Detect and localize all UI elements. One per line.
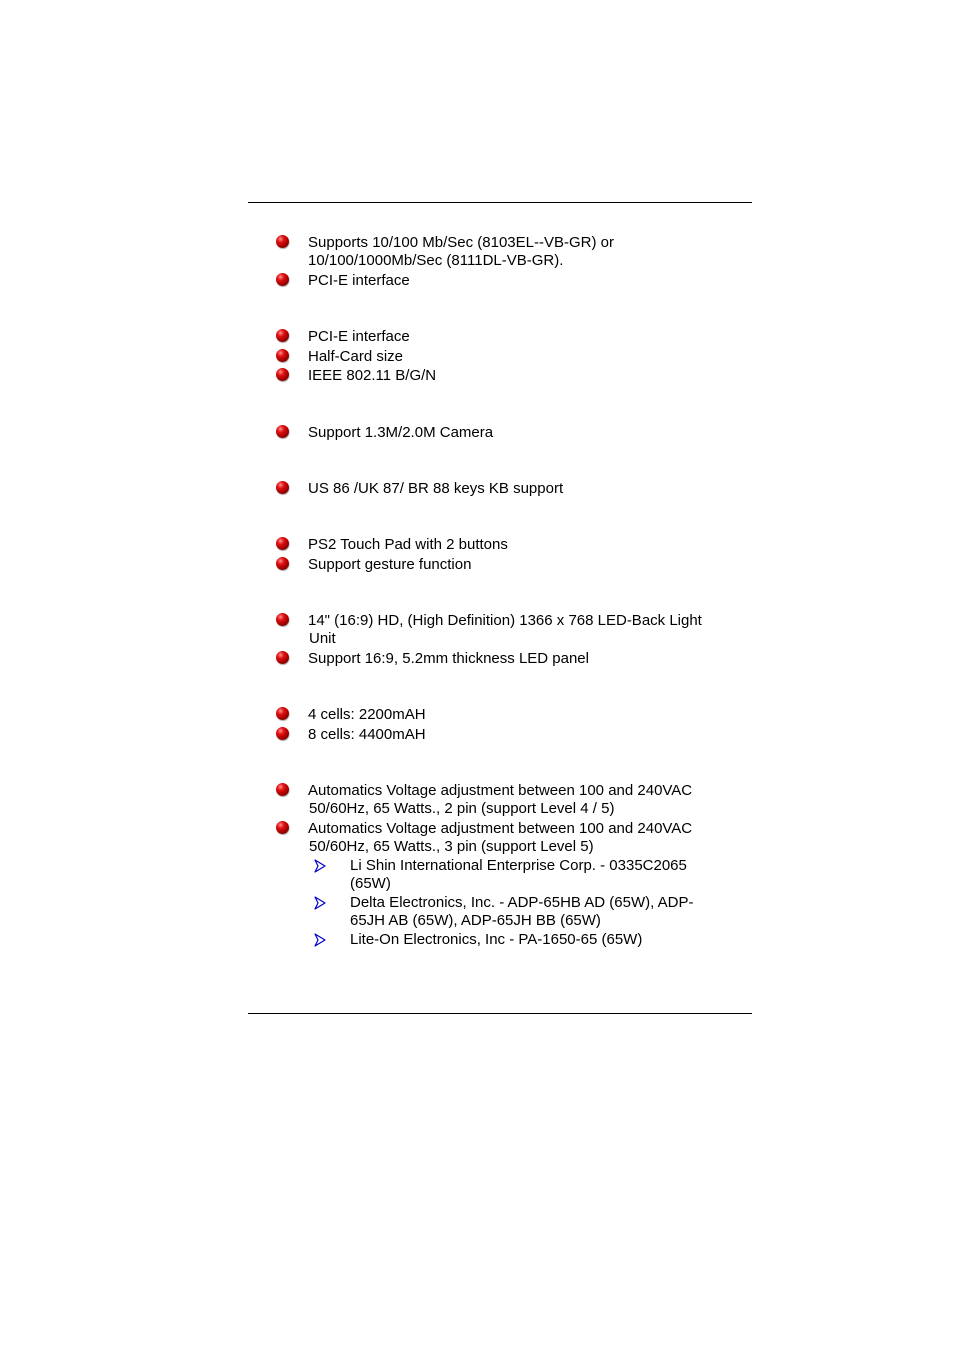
camera-text: Support 1.3M/2.0M Camera <box>308 424 494 441</box>
red-bullet-icon <box>276 329 289 342</box>
adapter-2pin-line2: 50/60Hz, 65 Watts., 2 pin (support Level 4 / 5) <box>309 800 615 817</box>
adapter-3pin-line1: Automatics Voltage adjustment between 100 and 240VAC <box>308 820 693 837</box>
red-bullet-icon <box>276 425 289 438</box>
red-bullet-icon <box>276 481 289 494</box>
lan-speed-line1: Supports 10/100 Mb/Sec (8103EL--VB-GR) or <box>308 234 614 251</box>
touchpad-gesture-text: Support gesture function <box>308 556 472 573</box>
red-bullet-icon <box>276 821 289 834</box>
red-bullet-icon <box>276 349 289 362</box>
lcd-panel-text: Support 16:9, 5.2mm thickness LED panel <box>308 650 589 667</box>
vendor-lishin-line1: Li Shin International Enterprise Corp. - 0335C2065 <box>350 857 687 874</box>
red-bullet-icon <box>276 783 289 796</box>
wireless-interface-text: PCI-E interface <box>308 328 410 345</box>
wireless-size-text: Half-Card size <box>308 348 404 365</box>
lcd-resolution-line1: 14" (16:9) HD, (High Definition) 1366 x 768 LED-Back Light <box>308 612 702 629</box>
lan-speed-line2: 10/100/1000Mb/Sec (8111DL-VB-GR). <box>308 252 564 269</box>
adapter-3pin-line2: 50/60Hz, 65 Watts., 3 pin (support Level 5) <box>309 838 594 855</box>
vendor-delta-line1: Delta Electronics, Inc. - ADP-65HB AD (65W), ADP- <box>350 894 694 911</box>
battery-8cell-text: 8 cells: 4400mAH <box>308 726 426 743</box>
wireless-standard-text: IEEE 802.11 B/G/N <box>308 367 437 384</box>
red-bullet-icon <box>276 727 289 740</box>
arrow-bullet-icon <box>314 931 326 949</box>
red-bullet-icon <box>276 273 289 286</box>
keyboard-text: US 86 /UK 87/ BR 88 keys KB support <box>308 480 564 497</box>
battery-4cell-text: 4 cells: 2200mAH <box>308 706 426 723</box>
vendor-delta-line2: 65JH AB (65W), ADP-65JH BB (65W) <box>350 912 601 929</box>
bottom-rule <box>248 1013 752 1014</box>
touchpad-buttons-text: PS2 Touch Pad with 2 buttons <box>308 536 508 553</box>
vendor-liteon-text: Lite-On Electronics, Inc - PA-1650-65 (65W) <box>350 931 643 948</box>
red-bullet-icon <box>276 368 289 381</box>
red-bullet-icon <box>276 613 289 626</box>
lcd-resolution-line2: Unit <box>309 630 336 647</box>
red-bullet-icon <box>276 651 289 664</box>
arrow-bullet-icon <box>314 894 326 912</box>
adapter-2pin-line1: Automatics Voltage adjustment between 100 and 240VAC <box>308 782 693 799</box>
red-bullet-icon <box>276 235 289 248</box>
red-bullet-icon <box>276 557 289 570</box>
lan-interface-text: PCI-E interface <box>308 272 410 289</box>
red-bullet-icon <box>276 537 289 550</box>
red-bullet-icon <box>276 707 289 720</box>
vendor-lishin-line2: (65W) <box>350 875 391 892</box>
top-rule <box>248 202 752 203</box>
arrow-bullet-icon <box>314 857 326 875</box>
